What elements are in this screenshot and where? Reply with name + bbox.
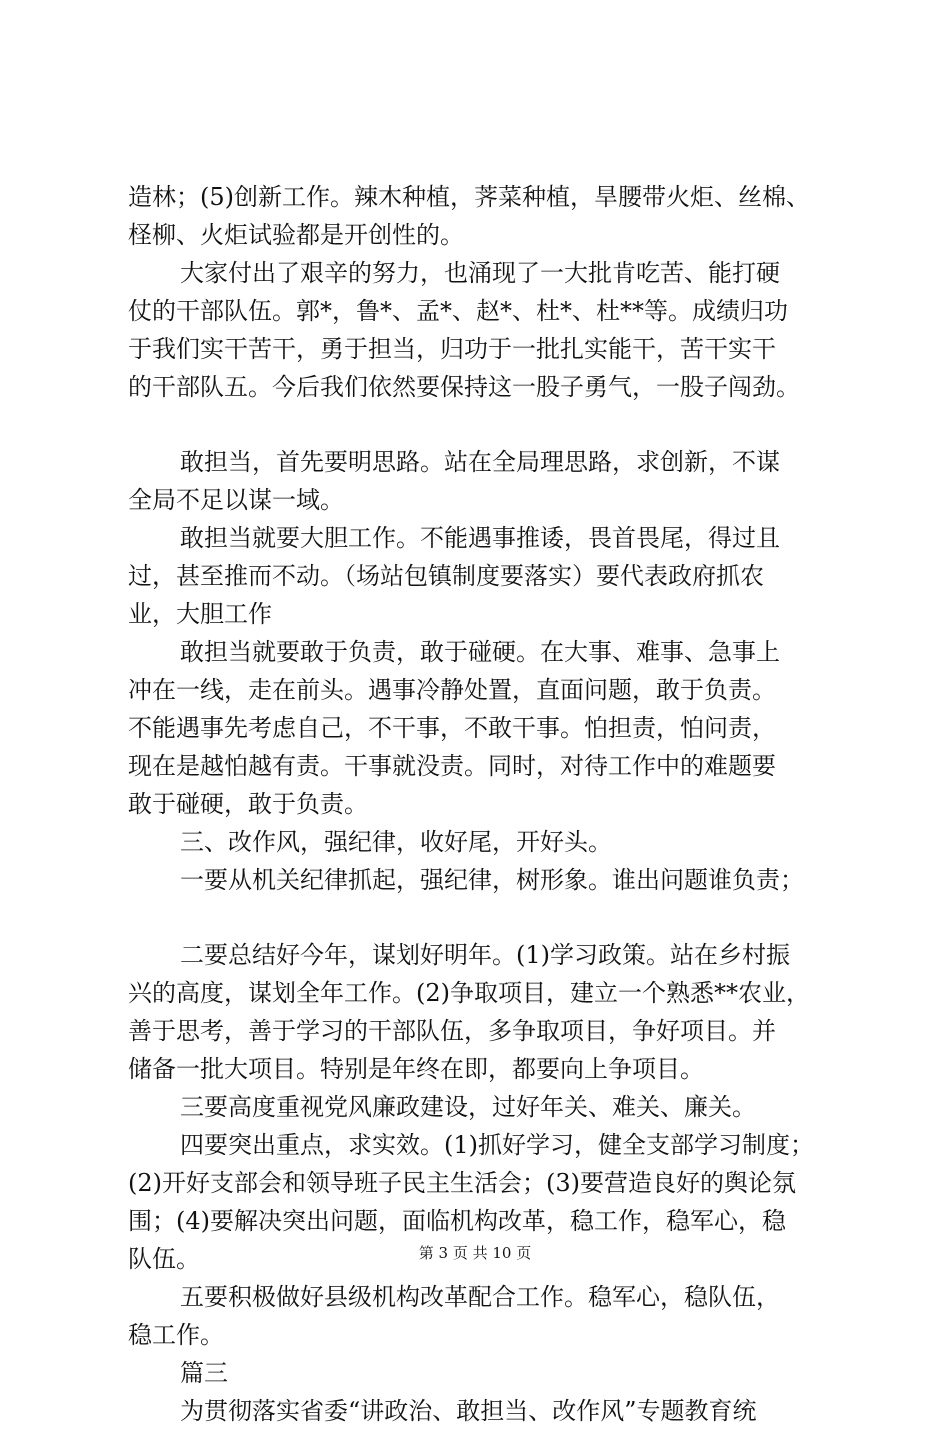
paragraph-start: 大家付出了艰辛的努力，也涌现了一大批肯吃苦、能打硬 [180, 259, 780, 287]
text-line: 储备一批大项目。特别是年终在即，都要向上争项目。 [128, 1055, 704, 1083]
blank-line [128, 406, 828, 443]
paragraph-start: 五要积极做好县级机构改革配合工作。稳军心，稳队伍， [180, 1283, 780, 1311]
text-line: 仗的干部队伍。郭*，鲁*、孟*、赵*、杜*、杜**等。成绩归功 [128, 297, 788, 325]
text-line: (2)开好支部会和领导班子民主生活会；(3)要营造良好的舆论氛 [128, 1169, 796, 1197]
blank-line [128, 899, 828, 936]
text-line: 业，大胆工作 [128, 600, 272, 628]
text-line: 敢于碰硬，敢于负责。 [128, 790, 368, 818]
paragraph-start: 四要突出重点，求实效。(1)抓好学习，健全支部学习制度； [180, 1131, 814, 1159]
section-heading: 三、改作风，强纪律，收好尾，开好头。 [180, 828, 612, 856]
text-line: 兴的高度，谋划全年工作。(2)争取项目，建立一个熟悉**农业， [128, 979, 810, 1007]
paragraph-start: 二要总结好今年，谋划好明年。(1)学习政策。站在乡村振 [180, 941, 790, 969]
text-line: 队伍。 [128, 1245, 200, 1273]
text-line: 全局不足以谋一域。 [128, 486, 344, 514]
paragraph-start: 敢担当就要敢于负责，敢于碰硬。在大事、难事、急事上 [180, 638, 780, 666]
paragraph-start: 敢担当，首先要明思路。站在全局理思路，求创新，不谋 [180, 448, 780, 476]
text-line: 稳工作。 [128, 1321, 224, 1349]
paragraph-start: 三要高度重视党风廉政建设，过好年关、难关、廉关。 [180, 1093, 756, 1121]
text-line: 造林；(5)创新工作。辣木种植，荠菜种植，旱腰带火炬、丝棉、 [128, 183, 810, 211]
page-number-footer: 第 3 页 共 10 页 [418, 1244, 532, 1262]
text-line: 柽柳、火炬试验都是开创性的。 [128, 221, 464, 249]
text-line: 不能遇事先考虑自己，不干事，不敢干事。怕担责，怕问责， [128, 714, 776, 742]
paragraph-start: 一要从机关纪律抓起，强纪律，树形象。谁出问题谁负责； [180, 866, 804, 894]
paragraph-start: 敢担当就要大胆工作。不能遇事推诿，畏首畏尾，得过且 [180, 524, 780, 552]
text-line: 于我们实干苦干，勇于担当，归功于一批扎实能干，苦干实干 [128, 335, 776, 363]
text-line: 围；(4)要解决突出问题，面临机构改革，稳工作，稳军心，稳 [128, 1207, 786, 1235]
paragraph-start: 为贯彻落实省委“讲政治、敢担当、改作风”专题教育统 [180, 1397, 757, 1425]
text-line: 的干部队五。今后我们依然要保持这一股子勇气，一股子闯劲。 [128, 373, 800, 401]
text-line: 善于思考，善于学习的干部队伍，多争取项目，争好项目。并 [128, 1017, 776, 1045]
text-line: 现在是越怕越有责。干事就没责。同时，对待工作中的难题要 [128, 752, 776, 780]
section-heading: 篇三 [180, 1359, 228, 1387]
text-line: 冲在一线，走在前头。遇事冷静处置，直面问题，敢于负责。 [128, 676, 776, 704]
text-line: 过，甚至推而不动。（场站包镇制度要落实）要代表政府抓农 [128, 562, 764, 590]
